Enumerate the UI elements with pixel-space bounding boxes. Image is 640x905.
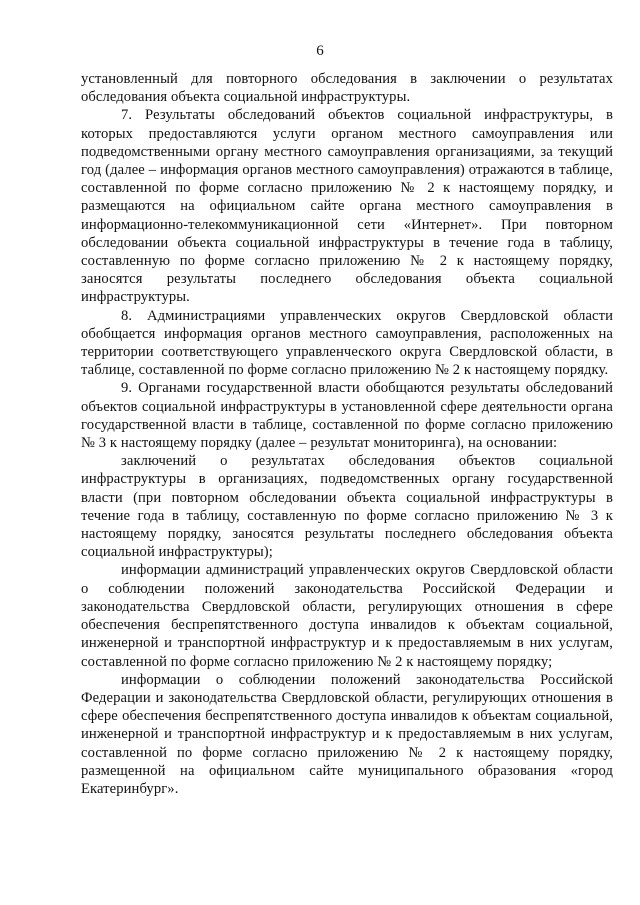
paragraph-basis-municipal: информации о соблюдении положений законодательства Российской Федерации и законодательства Свердловской области, регулирующих отношения в сфере обеспечения беспрепятственного доступа инвалидов к объектам социальной, инженерной и транспортной инфраструктур и к предоставляемым в них услугам, составленной по форме согласно приложению № 2 к настоящему порядку, размещенной на официальном сайте муниципального образования «город Екатеринбург». [81, 671, 613, 797]
paragraph-basis-conclusions: заключений о результатах обследования объектов социальной инфраструктуры в организациях, подведомственных органу государственной власти (при повторном обследовании объекта социальной инфраструктуры в течение года в таблицу, составленную по форме согласно приложению № 3 к настоящему порядку, заносятся результаты последнего обследования объекта социальной инфраструктуры); [81, 453, 613, 561]
document-body [81, 70, 613, 798]
paragraph-continuation: установленный для повторного обследования в заключении о результатах обследования объекта социальной инфраструктуры. [81, 71, 613, 106]
paragraph-item-9: 9. Органами государственной власти обобщаются результаты обследований объектов социальной инфраструктуры в установленной сфере деятельности органа государственной власти в таблице, составленной по форме согласно приложению № 3 к настоящему порядку (далее – результат мониторинга), на основании: [81, 380, 613, 452]
paragraph-item-7: 7. Результаты обследований объектов социальной инфраструктуры, в которых предоставляются услуги органом местного самоуправления или подведомственными органу местного самоуправления организациями, за текущий год (далее – информация органов местного самоуправления) отражаются в таблице, составленной по форме согласно приложению № 2 к настоящему порядку, и размещаются на официальном сайте органа местного самоуправления в информационно-телекоммуникационной сети «Интернет». При повторном обследовании объекта социальной инфраструктуры в течение года в таблицу, составленную по форме согласно приложению № 2 к настоящему порядку, заносятся результаты последнего обследования объекта социальной инфраструктуры. [81, 107, 613, 306]
paragraph-item-8: 8. Администрациями управленческих округов Свердловской области обобщается информация органов местного самоуправления, расположенных на территории соответствующего управленческого округа Свердловской области, в таблице, составленной по форме согласно приложению № 2 к настоящему порядку. [81, 307, 613, 379]
page-number: 6 [316, 43, 324, 59]
paragraph-basis-administrations: информации администраций управленческих округов Свердловской области о соблюдении положений законодательства Российской Федерации и законодательства Свердловской области, регулирующих отношения в сфере обеспечения беспрепятственного доступа инвалидов к объектам социальной, инженерной и транспортной инфраструктур и к предоставляемым в них услугам, составленной по форме согласно приложению № 2 к настоящему порядку; [81, 562, 613, 670]
